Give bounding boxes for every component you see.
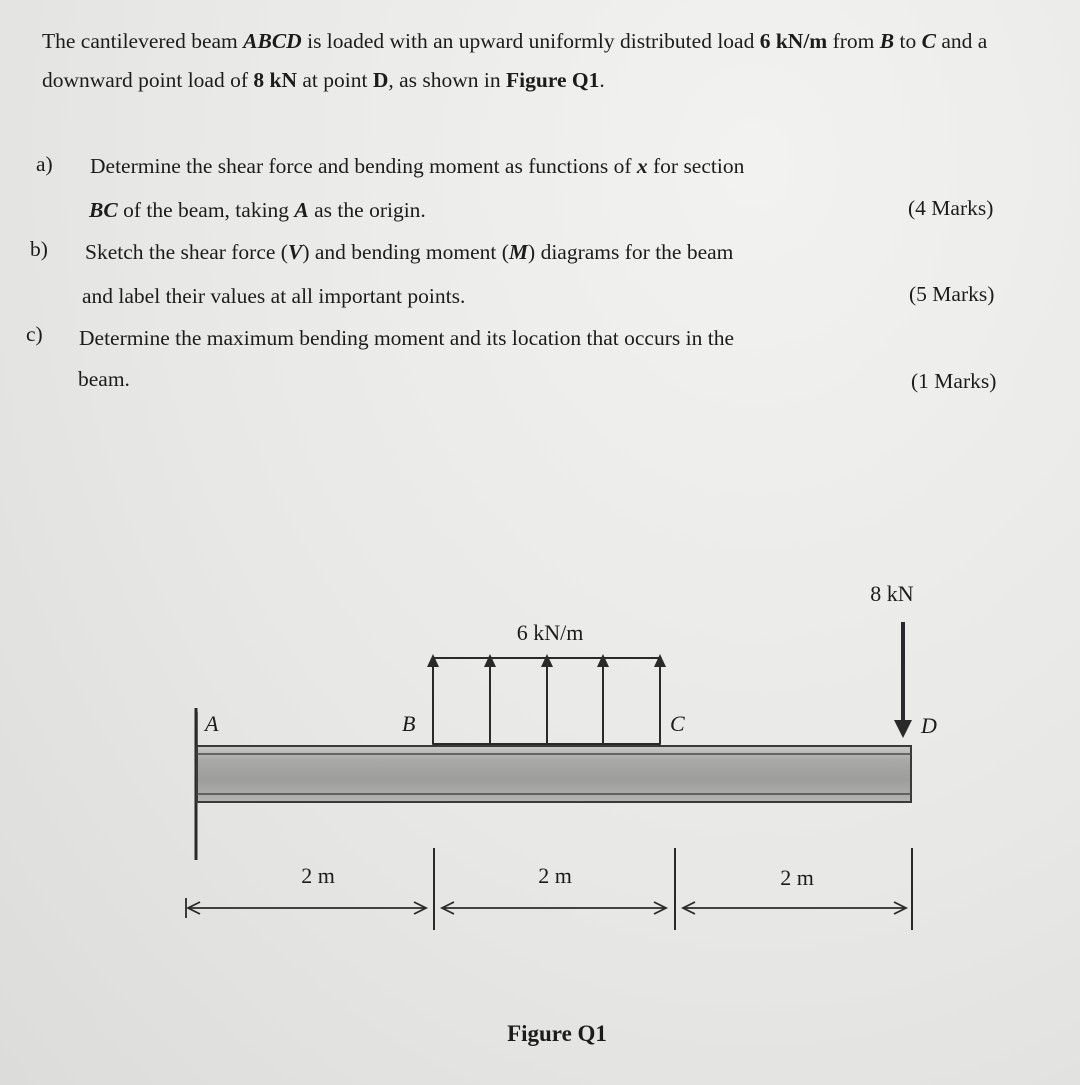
span-ab-label: 2 m [301, 863, 335, 888]
point-b-label: B [402, 711, 416, 736]
span-bc-label: 2 m [538, 863, 572, 888]
question-a-line1: Determine the shear force and bending moment as functions of x for section [90, 154, 745, 178]
udl-arrowheads [427, 654, 666, 667]
udl-arrow-5 [654, 654, 666, 667]
udl-arrow-3 [541, 654, 553, 667]
span-cd-label: 2 m [780, 865, 814, 890]
udl-arrow-4 [597, 654, 609, 667]
udl-arrow-1 [427, 654, 439, 667]
question-c-label: c) [26, 322, 43, 346]
question-c-line1: Determine the maximum bending moment and its location that occurs in the [79, 326, 734, 350]
beam [197, 746, 911, 802]
dimension-cd [683, 902, 906, 914]
question-c-marks: (1 Marks) [911, 369, 997, 393]
question-b-line2: and label their values at all important points. [82, 284, 466, 308]
udl-label: 6 kN/m [516, 620, 584, 645]
problem-statement: The cantilevered beam ABCD is loaded with an upward uniformly distributed load 6 kN/m from B to C and a downward point load of 8 kN at point D, as shown in Figure Q1. [42, 29, 988, 92]
dimension-ticks [434, 848, 912, 930]
question-c-line2: beam. [78, 367, 130, 391]
point-c-label: C [670, 711, 685, 736]
point-load-label: 8 kN [870, 581, 914, 606]
distributed-load [433, 658, 660, 744]
point-a-label: A [205, 711, 219, 736]
figure-caption: Figure Q1 [507, 1021, 607, 1046]
question-a-marks: (4 Marks) [908, 196, 994, 220]
question-a-label: a) [36, 152, 53, 176]
question-a-line2: BC of the beam, taking A as the origin. [89, 198, 426, 222]
question-b-line1: Sketch the shear force (V) and bending moment (M) diagrams for the beam [85, 240, 734, 264]
point-d-label: D [921, 713, 937, 738]
question-b-marks: (5 Marks) [909, 282, 995, 306]
dimension-bc [442, 902, 666, 914]
point-load-arrow [894, 622, 912, 738]
dimension-ab [186, 898, 426, 918]
udl-arrow-2 [484, 654, 496, 667]
question-b-label: b) [30, 237, 48, 261]
